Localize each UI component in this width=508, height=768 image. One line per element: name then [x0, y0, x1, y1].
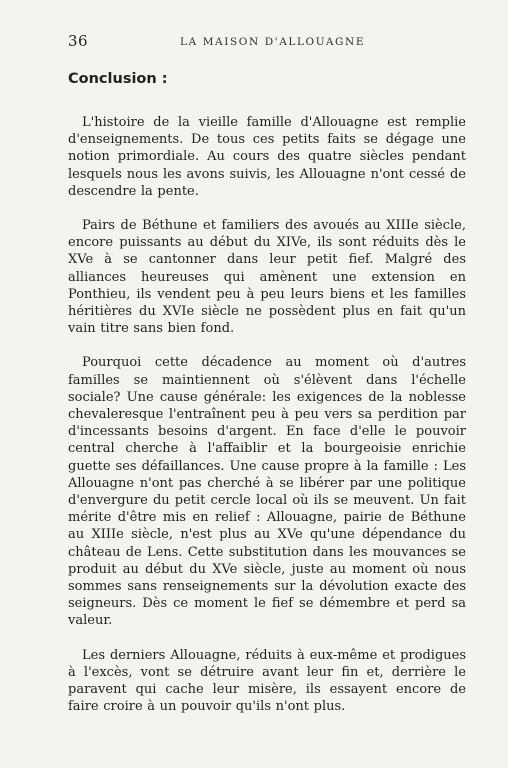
body-text [68, 114, 466, 733]
section-title: Conclusion : [68, 71, 168, 87]
paragraph-1: L'histoire de la vieille famille d'Allouagne est remplie d'enseignements. De tous ces petits faits se dégage une notion primordiale. Au cours des quatre siècles pendant lesquels nous les avons suivis, les Allouagne n'ont cessé de descendre la pente. [68, 115, 466, 199]
paragraph-4: Les derniers Allouagne, réduits à eux-même et prodigues à l'excès, vont se détruire avant leur fin et, derrière le paravent qui cache leur misère, ils essayent encore de faire croire à un pouvoir qu'ils n'ont plus. [68, 647, 466, 715]
page-number: 36 [68, 32, 89, 50]
paragraph-3: Pourquoi cette décadence au moment où d'autres familles se maintiennent où s'élèvent dans l'échelle sociale? Une cause générale: les exigences de la noblesse chevaleresque l'entraînent peu à peu vers sa perdition par d'incessants besoins d'argent. En face d'elle le pouvoir central cherche à l'affaiblir et la bourgeoisie enrichie guette ses défaillances. Une cause propre à la famille : Les Allouagne n'ont pas cherché à se libérer par une politique d'envergure du petit cercle local où ils se meuvent. Un fait mérite d'être mis en relief : Allouagne, pairie de Béthune au XIIIe siècle, n'est plus au XVe qu'une dépendance du château de Lens. Cette substitution dans les mouvances se produit au début du XVe siècle, juste au moment où nous sommes sans renseignements sur la dévolution exacte des seigneurs. Dès ce moment le fief se démembre et perd sa valeur. [68, 355, 466, 629]
running-title: LA MAISON D'ALLOUAGNE [180, 36, 366, 48]
paragraph-2: Pairs de Béthune et familiers des avoués au XIIIe siècle, encore puissants au début du XIVe, ils sont réduits dès le XVe à se cantonner dans leur petit fief. Malgré des alliances heureuses qui amènent une extension en Ponthieu, ils vendent peu à peu leurs biens et les familles héritières du XVIe siècle ne possèdent plus en fait qu'un vain titre sans bien fond. [68, 218, 466, 337]
